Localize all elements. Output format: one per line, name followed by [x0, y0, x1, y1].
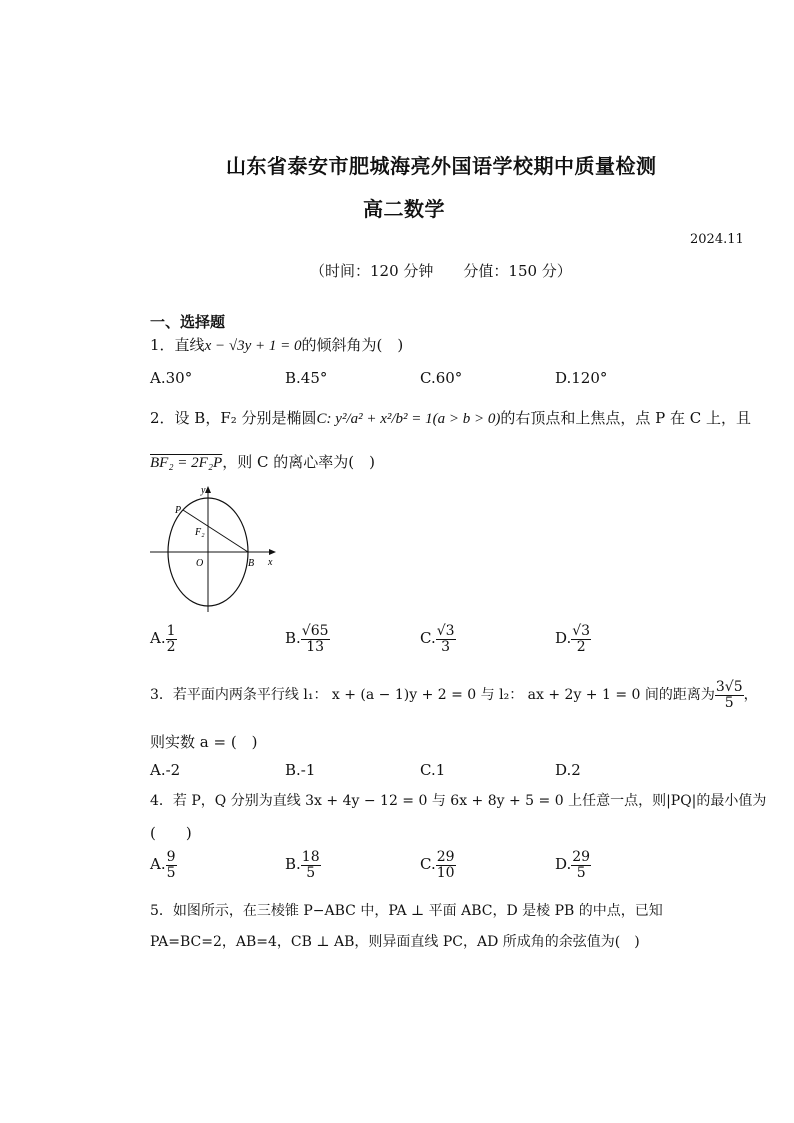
fraction-denominator: 5 [166, 864, 176, 881]
fraction-numerator: 29 [436, 849, 455, 865]
question-3-line-2: 则实数 a = ( ) [150, 733, 258, 751]
fraction-denominator: 2 [166, 638, 176, 655]
option-a: A. $\frac{1}{2}$ [150, 623, 176, 655]
fraction-denominator: 5 [724, 694, 734, 711]
option-a: A.30° [150, 369, 193, 387]
label-b: B [248, 558, 255, 569]
question-4-line-2: ( ) [150, 824, 192, 842]
fraction-denominator: 13 [306, 638, 325, 655]
question-text: 3．若平面内两条平行线 l₁： x + (a − 1)y + 2 = 0 与 l₂： ax + 2y + 1 = 0 间的距离为 [150, 687, 715, 704]
question-text: 的右顶点和上焦点，点 P 在 C 上，且 [500, 409, 752, 427]
option-c: C.60° [420, 369, 463, 387]
question-3-line-1: 3．若平面内两条平行线 l₁： x + (a − 1)y + 2 = 0 与 l₂： ax + 2y + 1 = 0 间的距离为 $\frac{3√5}{5}$ ， [150, 679, 758, 711]
label-o: O [196, 558, 204, 569]
option-b: B.45° [285, 369, 328, 387]
fraction-denominator: 10 [436, 864, 455, 881]
fraction-numerator: 9 [166, 849, 176, 865]
fraction-numerator: 3√5 [715, 679, 743, 695]
question-5-line-2: PA=BC=2，AB=4，CB ⊥ AB，则异面直线 PC，AD 所成角的余弦值为( ) [150, 934, 640, 950]
exam-date: 2024.11 [690, 232, 744, 247]
label-y: y [201, 485, 206, 496]
option-d: D. $\frac{√3}{2}$ [555, 623, 591, 655]
label-p: P [175, 505, 182, 516]
question-1 [150, 334, 403, 355]
section-heading: 一、选择题 [150, 313, 226, 331]
option-d: D.2 [555, 761, 581, 779]
question-2-line-2 [150, 451, 375, 472]
fraction-numerator: 18 [301, 849, 320, 865]
subject-title: 高二数学 [363, 197, 445, 221]
question-2-line-1 [150, 407, 751, 428]
fraction-denominator: 5 [576, 864, 586, 881]
document-title: 山东省泰安市肥城海亮外国语学校期中质量检测 [226, 154, 657, 178]
x-axis-arrow-icon [269, 549, 276, 555]
math-formula: x − √3y + 1 = 0 [204, 338, 302, 354]
fraction-numerator: √3 [572, 623, 591, 639]
option-b: B.-1 [285, 761, 316, 779]
option-c: C. $\frac{√3}{3}$ [420, 623, 455, 655]
fraction-numerator: 29 [572, 849, 591, 865]
option-a: A.-2 [150, 761, 181, 779]
question-number: 1． [150, 336, 175, 354]
option-d: D. $\frac{29}{5}$ [555, 849, 591, 881]
vector-equation: BF₂ = 2F₂P [150, 455, 223, 471]
option-a: A. $\frac{9}{5}$ [150, 849, 176, 881]
label-f2: F₂ [195, 527, 205, 538]
question-text: 直线 [174, 336, 205, 354]
fraction-denominator: 5 [306, 864, 316, 881]
option-c: C. $\frac{29}{10}$ [420, 849, 455, 881]
fraction-numerator: √3 [436, 623, 455, 639]
exam-info: （时间：120 分钟 分值：150 分） [310, 262, 572, 280]
question-text: 的倾斜角为( ) [301, 336, 404, 354]
option-c: C.1 [420, 761, 446, 779]
question-text: ，则 C 的离心率为( ) [222, 453, 375, 471]
fraction-numerator: √65 [301, 623, 329, 639]
question-4-line-1: 4．若 P，Q 分别为直线 3x + 4y − 12 = 0 与 6x + 8y + 5 = 0 上任意一点，则|PQ|的最小值为 [150, 793, 767, 809]
question-text: 2．设 B，F₂ 分别是椭圆 [150, 409, 317, 427]
fraction-numerator: 1 [166, 623, 176, 639]
option-d: D.120° [555, 369, 608, 387]
fraction-denominator: 2 [576, 638, 586, 655]
fraction-denominator: 3 [441, 638, 451, 655]
ellipse-equation: C: y²/a² + x²/b² = 1(a > b > 0) [316, 411, 501, 427]
ellipse-figure [148, 482, 280, 614]
label-x: x [268, 557, 273, 568]
option-b: B. $\frac{18}{5}$ [285, 849, 320, 881]
question-5-line-1: 5．如图所示，在三棱锥 P−ABC 中，PA ⊥ 平面 ABC，D 是棱 PB 的中点，已知 [150, 903, 663, 919]
y-axis-arrow-icon [205, 486, 211, 493]
option-b: B. $\frac{√65}{13}$ [285, 623, 329, 655]
